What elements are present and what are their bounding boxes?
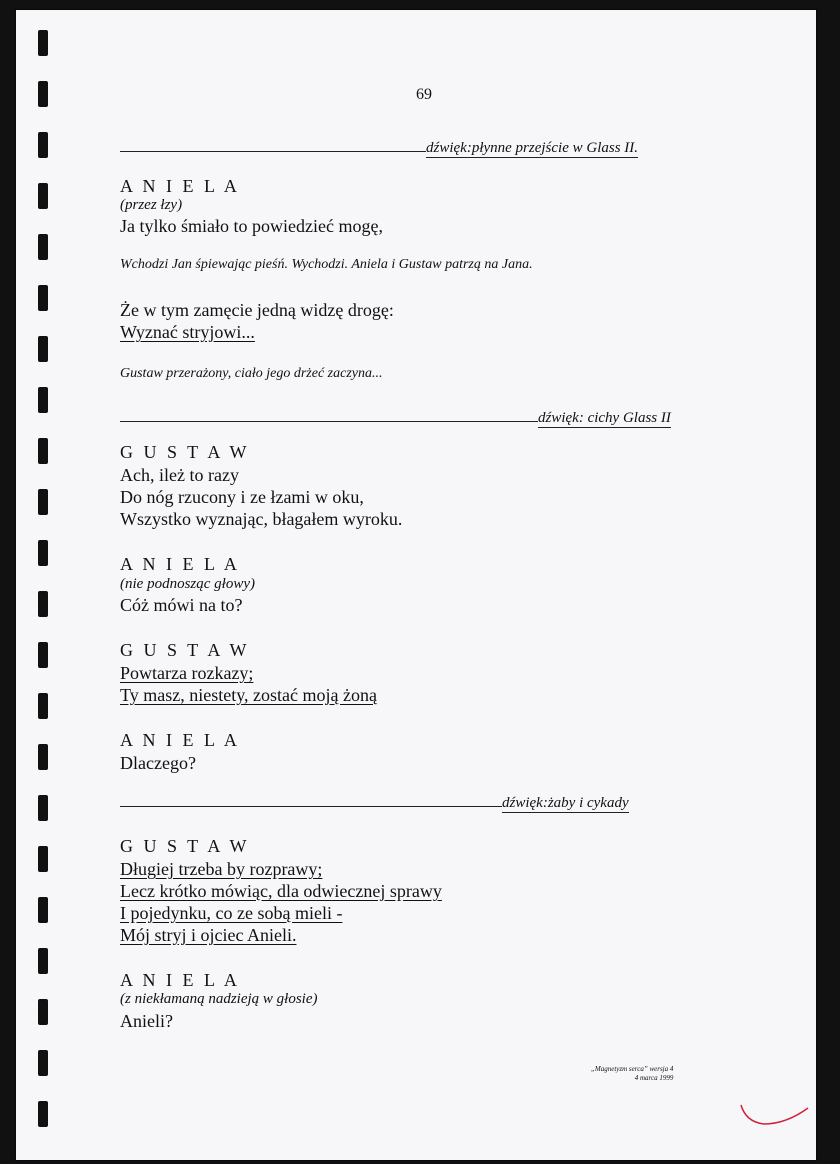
cue-text: dźwięk: cichy Glass II xyxy=(538,410,671,426)
document-page xyxy=(16,10,816,1160)
spiral-binding xyxy=(38,30,50,1160)
verse xyxy=(120,215,383,237)
binding-hole xyxy=(38,336,48,362)
binding-hole xyxy=(38,438,48,464)
stage-direction-paren: (przez łzy) xyxy=(120,197,183,213)
verse xyxy=(120,594,242,616)
verse-line: I pojedynku, co ze sobą mieli - xyxy=(120,903,343,923)
verse-line: Dlaczego? xyxy=(120,753,196,773)
speaker-name: G U S T A W xyxy=(120,836,250,856)
sound-cue xyxy=(120,140,638,158)
binding-hole xyxy=(38,1101,48,1127)
verse-line: Powtarza rozkazy; xyxy=(120,663,254,683)
binding-hole xyxy=(38,999,48,1025)
stage-direction: Gustaw przerażony, ciało jego drżeć zaczyna... xyxy=(120,366,383,381)
verse xyxy=(120,858,442,946)
cue-text: dźwięk:płynne przejście w Glass II. xyxy=(426,140,639,156)
binding-hole xyxy=(38,489,48,515)
speaker-name: G U S T A W xyxy=(120,640,250,660)
verse xyxy=(120,1010,173,1032)
binding-hole xyxy=(38,285,48,311)
cue-rule xyxy=(120,421,538,422)
verse-line: Ty masz, niestety, zostać moją żoną xyxy=(120,685,377,705)
binding-hole xyxy=(38,234,48,260)
pen-mark-icon xyxy=(736,1100,816,1140)
binding-hole xyxy=(38,183,48,209)
verse-line: Długiej trzeba by rozprawy; xyxy=(120,859,323,879)
binding-hole xyxy=(38,897,48,923)
binding-hole xyxy=(38,30,48,56)
speaker-name: A N I E L A xyxy=(120,970,240,990)
binding-hole xyxy=(38,132,48,158)
binding-hole xyxy=(38,948,48,974)
binding-hole xyxy=(38,591,48,617)
verse-line: Ja tylko śmiało to powiedzieć mogę, xyxy=(120,216,383,236)
verse-line: Wszystko wyznając, błagałem wyroku. xyxy=(120,509,403,529)
verse-line: Wyznać stryjowi... xyxy=(120,322,255,342)
verse xyxy=(120,299,394,343)
binding-hole xyxy=(38,387,48,413)
cue-rule xyxy=(120,806,502,807)
binding-hole xyxy=(38,642,48,668)
speaker-name: G U S T A W xyxy=(120,442,250,462)
binding-hole xyxy=(38,1050,48,1076)
sound-cue xyxy=(120,795,629,813)
verse-line: Cóż mówi na to? xyxy=(120,595,243,615)
stage-direction-paren: (z niekłamaną nadzieją w głosie) xyxy=(120,991,318,1007)
binding-hole xyxy=(38,81,48,107)
binding-hole xyxy=(38,540,48,566)
sound-cue xyxy=(120,410,671,428)
page-number: 69 xyxy=(416,86,432,103)
binding-hole xyxy=(38,795,48,821)
speaker-name: A N I E L A xyxy=(120,176,240,196)
verse xyxy=(120,662,377,706)
verse-line: Ach, ileż to razy xyxy=(120,465,239,485)
verse xyxy=(120,464,402,530)
footer-date: 4 marca 1999 xyxy=(634,1074,674,1082)
binding-hole xyxy=(38,846,48,872)
stage-direction-paren: (nie podnosząc głowy) xyxy=(120,576,255,592)
binding-hole xyxy=(38,693,48,719)
verse-line: Mój stryj i ojciec Anieli. xyxy=(120,925,297,945)
speaker-name: A N I E L A xyxy=(120,554,240,574)
verse-line: Do nóg rzucony i ze łzami w oku, xyxy=(120,487,364,507)
binding-hole xyxy=(38,744,48,770)
footer-title: „Magnetyzm serca” wersja 4 xyxy=(591,1065,674,1073)
verse-line: Że w tym zamęcie jedną widzę drogę: xyxy=(120,300,394,320)
cue-rule xyxy=(120,151,426,152)
speaker-name: A N I E L A xyxy=(120,730,240,750)
stage-direction: Wchodzi Jan śpiewając pieśń. Wychodzi. Aniela i Gustaw patrzą na Jana. xyxy=(120,257,533,272)
footer-note xyxy=(591,1065,673,1083)
verse-line: Anieli? xyxy=(120,1011,173,1031)
cue-text: dźwięk:żaby i cykady xyxy=(502,795,629,811)
verse-line: Lecz krótko mówiąc, dla odwiecznej sprawy xyxy=(120,881,442,901)
verse xyxy=(120,752,196,774)
